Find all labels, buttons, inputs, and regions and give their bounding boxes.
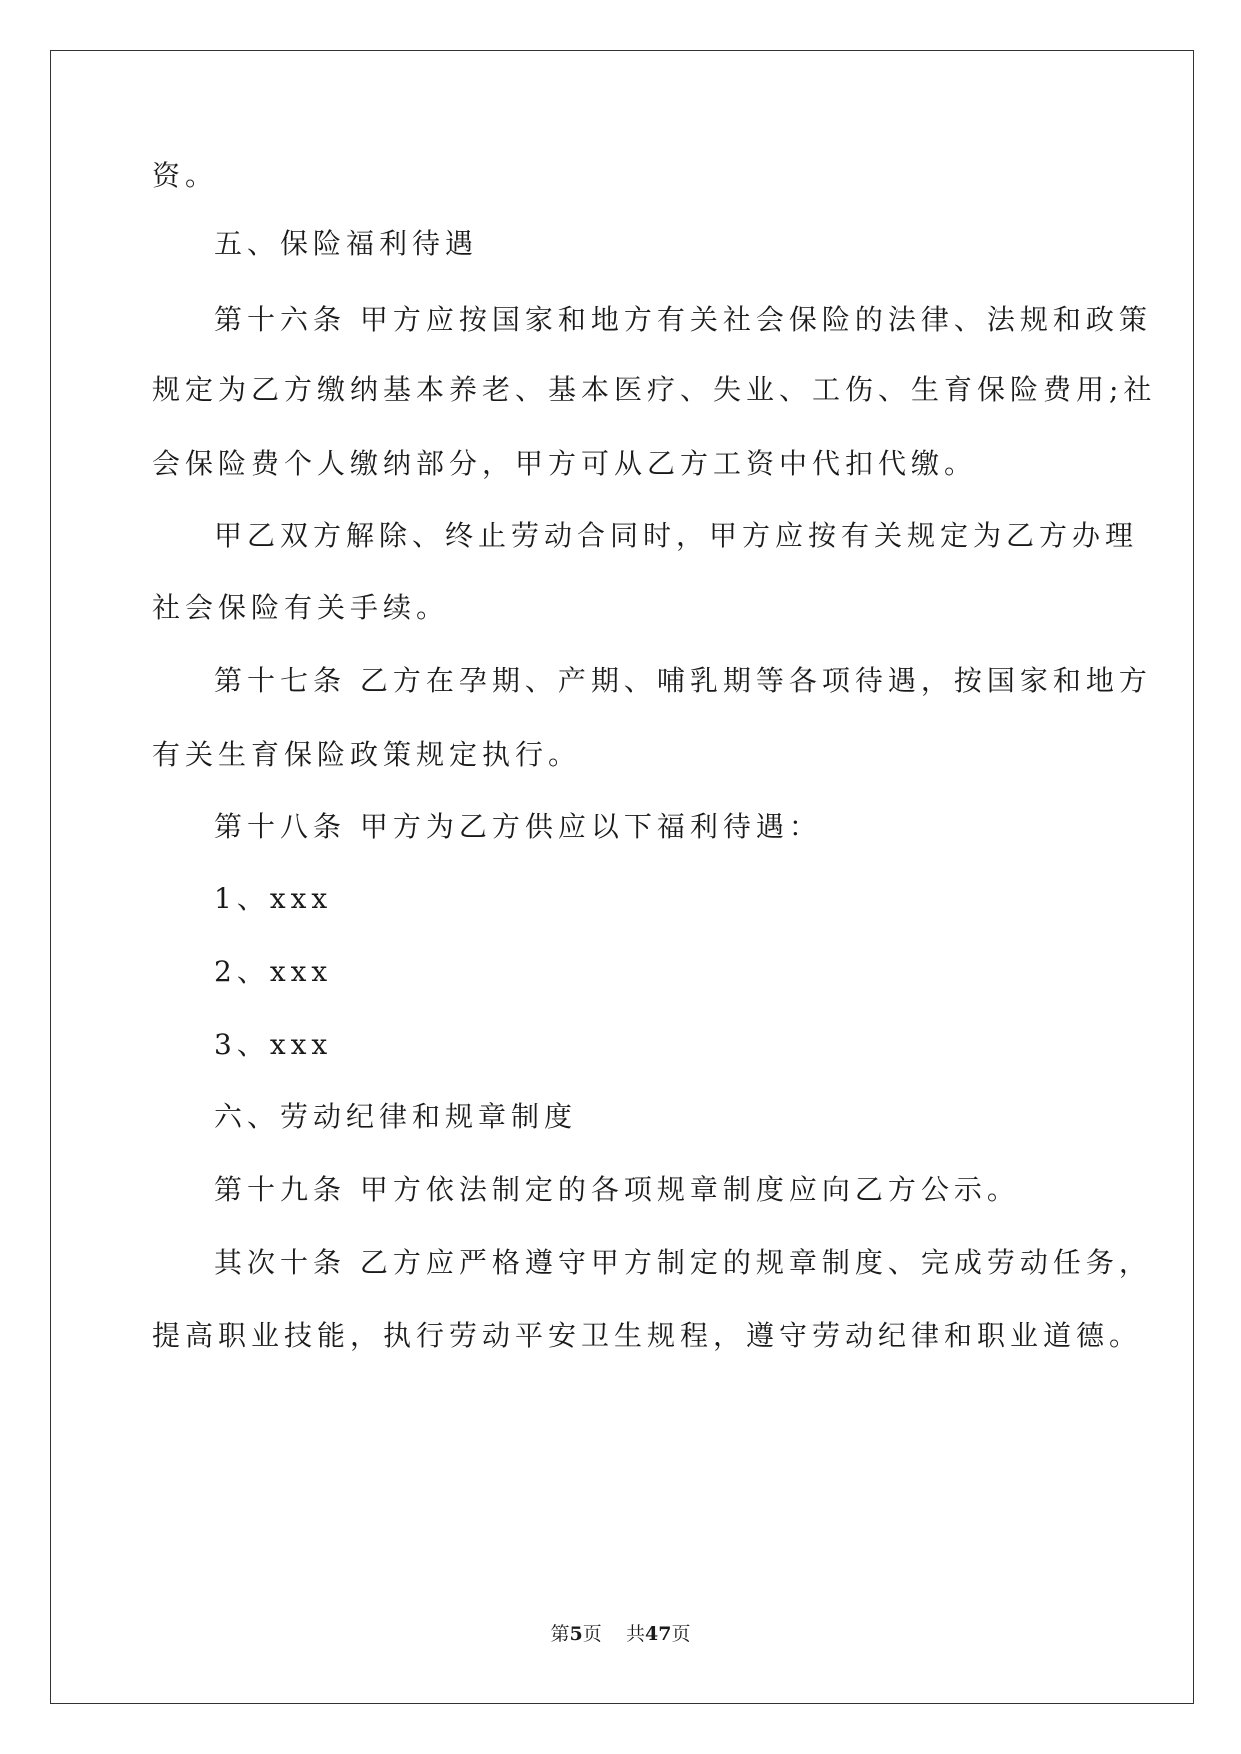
footer-page-prefix: 第 [550, 1623, 570, 1645]
page-border [50, 50, 1194, 1704]
article-16-line-1: 第十六条 甲方应按国家和地方有关社会保险的法律、法规和政策 [214, 303, 1152, 336]
article-16-line-2: 规定为乙方缴纳基本养老、基本医疗、失业、工伤、生育保险费用;社 [152, 373, 1157, 406]
section-heading-6: 六、劳动纪律和规章制度 [214, 1100, 578, 1133]
paragraph-termination-line-1: 甲乙双方解除、终止劳动合同时，甲方应按有关规定为乙方办理 [214, 519, 1139, 552]
footer-page-number: 5 [569, 1623, 583, 1645]
footer-total-suffix: 页 [671, 1623, 691, 1645]
footer-page-suffix: 页 [582, 1623, 602, 1645]
article-17-line-1: 第十七条 乙方在孕期、产期、哺乳期等各项待遇，按国家和地方 [214, 664, 1152, 697]
benefit-item-3: 3、xxx [214, 1028, 333, 1061]
benefit-item-2: 2、xxx [214, 955, 333, 988]
benefit-item-1: 1、xxx [214, 882, 333, 915]
page-footer [0, 1622, 1241, 1646]
footer-total-pages: 47 [644, 1623, 672, 1645]
article-19: 第十九条 甲方依法制定的各项规章制度应向乙方公示。 [214, 1173, 1020, 1206]
article-20-line-2: 提高职业技能，执行劳动平安卫生规程，遵守劳动纪律和职业道德。 [152, 1319, 1143, 1352]
article-17-line-2: 有关生育保险政策规定执行。 [152, 738, 582, 771]
footer-total-prefix: 共 [625, 1623, 645, 1645]
article-18: 第十八条 甲方为乙方供应以下福利待遇： [214, 810, 822, 843]
body-line-1: 资。 [152, 159, 219, 192]
article-20-line-1: 其次十条 乙方应严格遵守甲方制定的规章制度、完成劳动任务， [214, 1246, 1152, 1279]
paragraph-termination-line-2: 社会保险有关手续。 [152, 591, 450, 624]
section-heading-5: 五、保险福利待遇 [214, 227, 479, 260]
article-16-line-3: 会保险费个人缴纳部分，甲方可从乙方工资中代扣代缴。 [152, 447, 978, 480]
